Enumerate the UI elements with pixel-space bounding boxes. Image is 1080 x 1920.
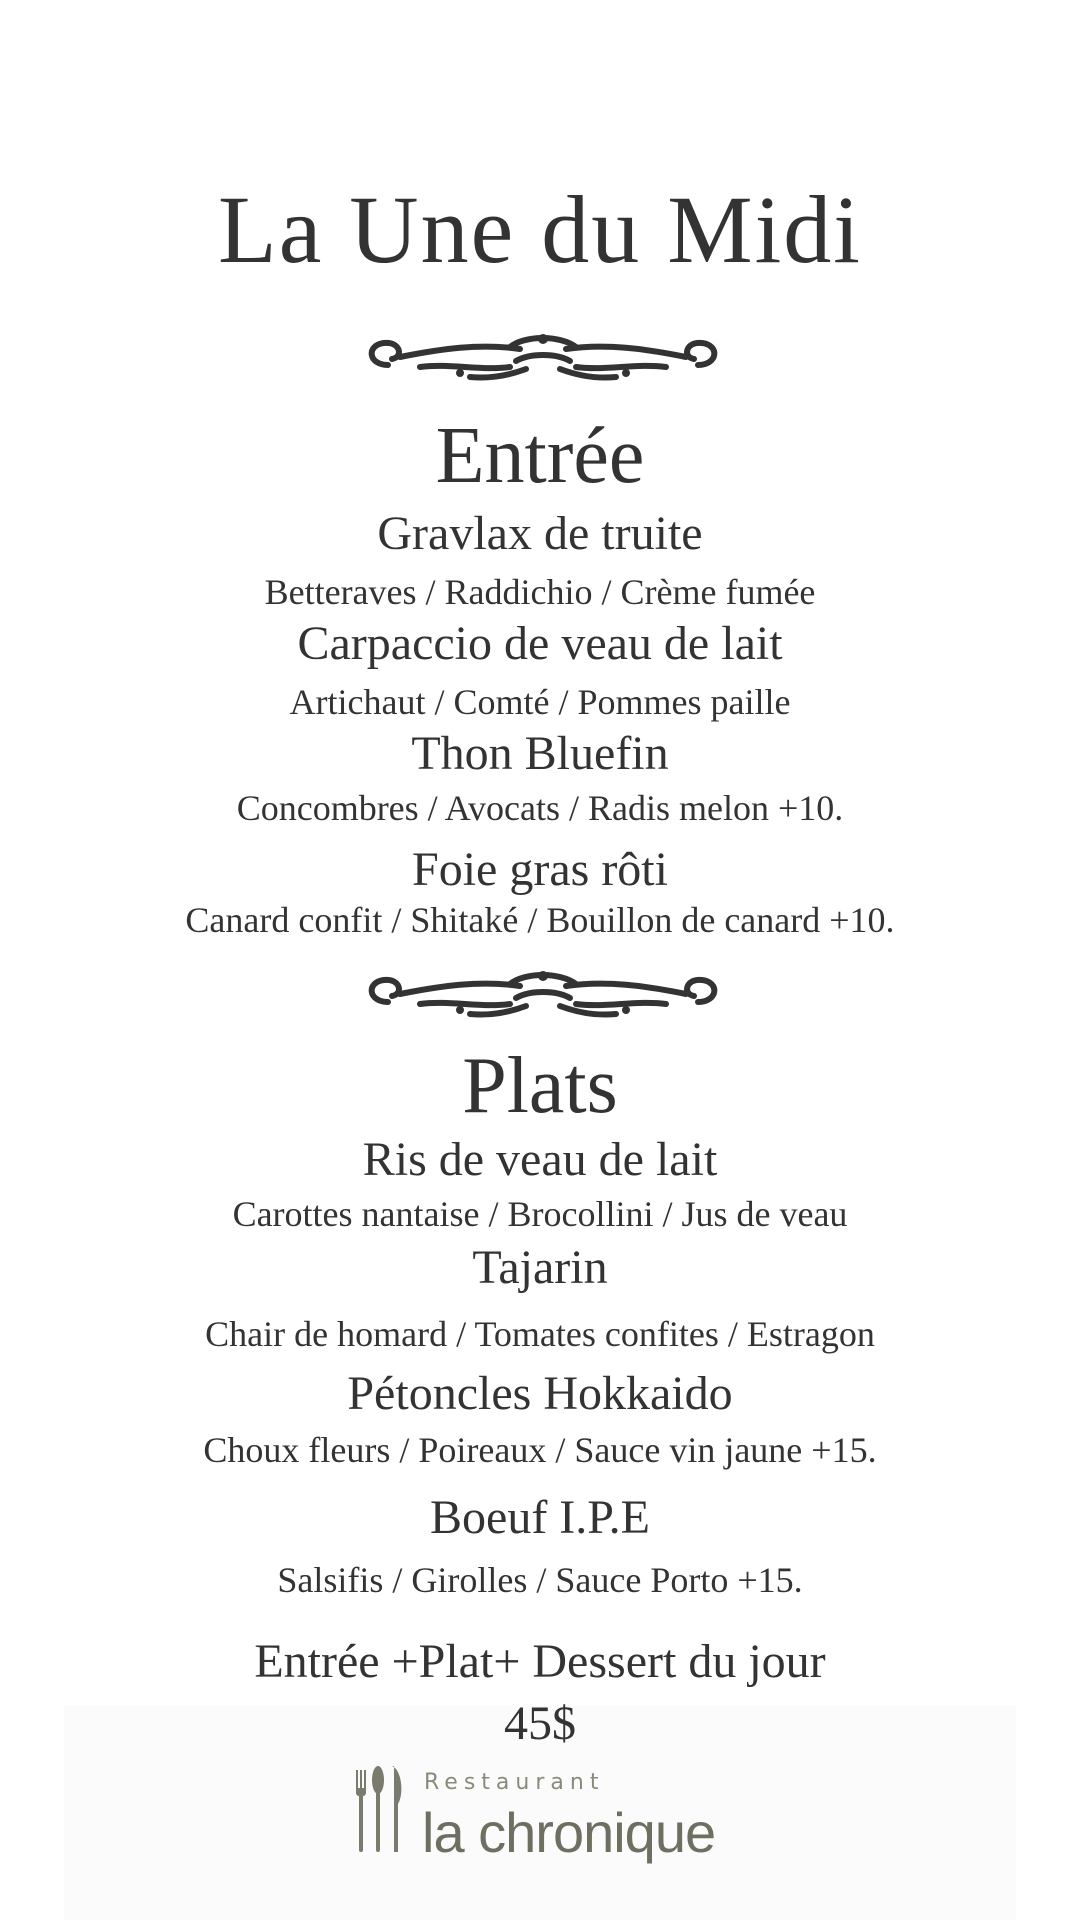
dish-name: Thon Bluefin (411, 727, 669, 780)
dish-description: Canard confit / Shitaké / Bouillon de canard +10. (185, 900, 895, 940)
menu-title: La Une du Midi (218, 176, 862, 283)
menu-price: 45$ (504, 1697, 576, 1750)
logo-subtitle: Restaurant (424, 1770, 605, 1795)
dish-description: Carottes nantaise / Brocollini / Jus de veau (232, 1194, 848, 1234)
dish-name: Tajarin (472, 1241, 608, 1294)
dish-description: Chair de homard / Tomates confites / Estragon (205, 1314, 875, 1354)
dish-description: Choux fleurs / Poireaux / Sauce vin jaune +15. (203, 1430, 877, 1470)
dish-description: Salsifis / Girolles / Sauce Porto +15. (277, 1560, 803, 1600)
dish-name: Foie gras rôti (412, 843, 668, 896)
dish-name: Pétoncles Hokkaido (347, 1367, 733, 1420)
restaurant-logo (354, 1764, 734, 1864)
ornament-divider-top (360, 327, 726, 387)
plats-heading: Plats (462, 1042, 618, 1130)
ornament-divider-middle (360, 964, 726, 1024)
dish-description: Artichaut / Comté / Pommes paille (289, 682, 791, 722)
dish-name: Ris de veau de lait (362, 1133, 718, 1186)
logo-name: la chronique (422, 1801, 716, 1864)
dish-description: Betteraves / Raddichio / Crème fumée (264, 572, 816, 612)
dish-description: Concombres / Avocats / Radis melon +10. (236, 788, 844, 828)
cutlery-icon (354, 1764, 406, 1854)
menu-formula: Entrée +Plat+ Dessert du jour (254, 1635, 826, 1688)
entree-heading: Entrée (435, 412, 645, 500)
dish-name: Gravlax de truite (377, 507, 703, 560)
dish-name: Carpaccio de veau de lait (297, 617, 783, 670)
dish-name: Boeuf I.P.E (430, 1491, 650, 1544)
